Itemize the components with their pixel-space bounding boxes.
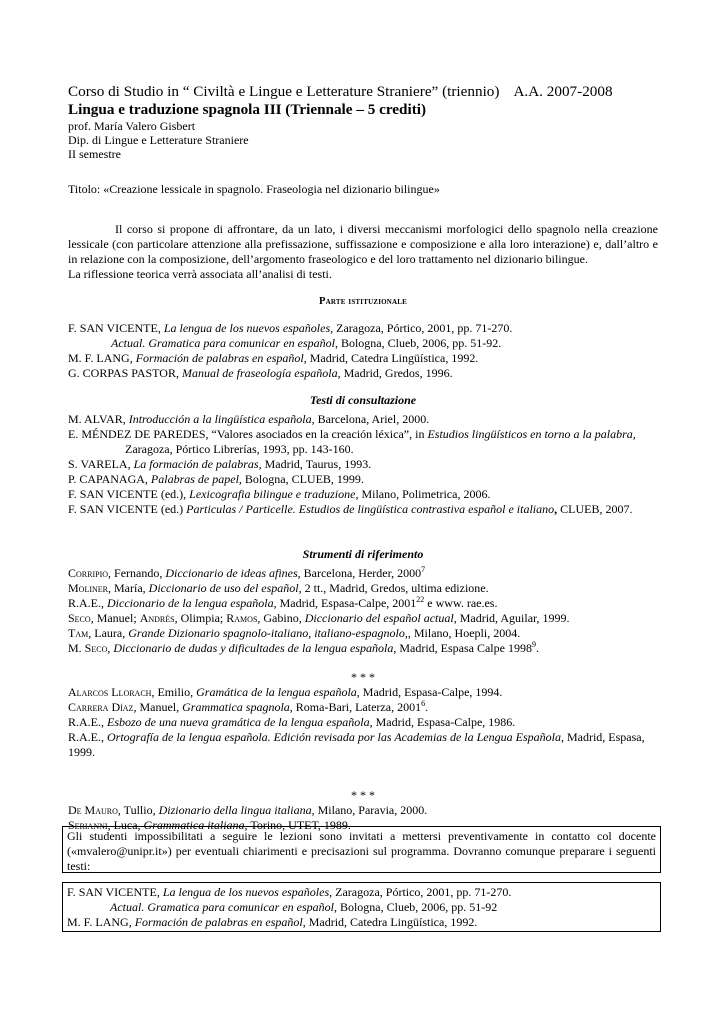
reference-item: Alarcos Llorach, Emilio, Gramática de la lengua española, Madrid, Espasa-Calpe, 1994. <box>68 685 503 699</box>
reference-item: Actual. Gramatica para comunicar en español, Bologna, Clueb, 2006, pp. 51-92 <box>110 900 498 914</box>
reference-item: F. SAN VICENTE, La lengua de los nuevos españoles, Zaragoza, Pórtico, 2001, pp. 71-270. <box>67 885 512 899</box>
course-line <box>68 83 658 101</box>
reference-item: M. F. LANG, Formación de palabras en español, Madrid, Catedra Lingüística, 1992. <box>68 351 479 365</box>
reference-item: Actual. Gramatica para comunicar en español, Bologna, Clueb, 2006, pp. 51-92. <box>111 336 502 350</box>
reference-item: Zaragoza, Pórtico Librerías, 1993, pp. 143-160. <box>125 442 354 456</box>
section-heading-parte: Parte istituzionale <box>318 296 408 307</box>
department: Dip. di Lingue e Letterature Straniere <box>68 133 249 147</box>
intro-paragraph: Il corso si propone di affrontare, da un lato, i diversi meccanismi morfologici dello spagnolo nella creazione lessicale (con particolare attenzione alla prefissazione, suffissazione e composizione e alla loro interazione) e, dall’altro e in relazione con la composizione, dell’argomento fraseologico e del loro trattamento nel dizionario bilingue. <box>68 222 658 266</box>
reference-item: M. F. LANG, Formación de palabras en español, Madrid, Catedra Lingüística, 1992. <box>67 915 478 929</box>
course-title: Lingua e traduzione spagnola III (Triennale – 5 crediti) <box>68 101 427 118</box>
reference-item: R.A.E., Ortografía de la lengua española. Edición revisada por las Academias de la Lengua Española, Madrid, Espasa, 1999. <box>68 730 645 759</box>
notice-text: Gli studenti impossibilitati a seguire le lezioni sono invitati a mettersi preventivamente in contatto col docente («mvalero@unipr.it») per eventuali chiarimenti e precisazioni sul programma. Dovranno comunque preparare i seguenti testi: <box>67 829 656 873</box>
reference-item: Seco, Manuel; Andrés, Olimpia; Ramos, Gabino, Diccionario del español actual, Madrid, Aguilar, 1999. <box>68 611 570 625</box>
course-topic: Titolo: «Creazione lessicale in spagnolo. Fraseologia nel dizionario bilingue» <box>68 182 440 196</box>
professor: prof. María Valero Gisbert <box>68 119 196 133</box>
reference-item: Serianni, Luca, Grammatica italiana, Torino, UTET, 1989. <box>68 818 351 832</box>
reference-item: R.A.E., Esbozo de una nueva gramática de la lengua española, Madrid, Espasa-Calpe, 1986. <box>68 715 516 729</box>
separator-stars: * * * <box>351 670 375 684</box>
testi-refs <box>68 412 658 517</box>
reference-item: De Mauro, Tullio, Dizionario della lingua italiana, Milano, Paravia, 2000. <box>68 803 428 817</box>
reference-item: M. ALVAR, Introducción a la lingüística española, Barcelona, Ariel, 2000. <box>68 412 430 426</box>
academic-year: A.A. 2007-2008 <box>513 83 613 100</box>
section-heading-strumenti: Strumenti di riferimento <box>302 547 424 561</box>
reference-item: Corripio, Fernando, Diccionario de ideas afines, Barcelona, Herder, 2000$^7$ <box>68 565 426 580</box>
reference-item: Tam, Laura, Grande Dizionario spagnolo-italiano, italiano-espagnolo,, Milano, Hoepli, 2004. <box>68 626 521 640</box>
reference-item: Carrera Díaz, Manuel, Grammatica spagnola, Roma-Bari, Laterza, 2001$^6$. <box>68 699 429 714</box>
reference-item: F. SAN VICENTE, La lengua de los nuevos españoles, Zaragoza, Pórtico, 2001, pp. 71-270. <box>68 321 513 335</box>
semester: II semestre <box>68 147 121 161</box>
document-page <box>68 83 658 833</box>
intro-paragraph-2: La riflessione teorica verrà associata all’analisi di testi. <box>68 267 332 281</box>
reference-item: G. CORPAS PASTOR, Manual de fraseología española, Madrid, Gredos, 1996. <box>68 366 453 380</box>
reference-item: Moliner, María, Diccionario de uso del español, 2 tt., Madrid, Gredos, ultima edizione. <box>68 581 489 595</box>
reference-item: E. MÉNDEZ DE PAREDES, “Valores asociados en la creación léxica”, in Estudios lingüísticos en torno a la palabra, <box>68 427 636 441</box>
section-heading-testi: Testi di consultazione <box>309 393 417 407</box>
course-name: Corso di Studio in “ Civiltà e Lingue e Letterature Straniere” (triennio) <box>68 83 500 100</box>
parte-refs <box>68 321 658 381</box>
reference-item: P. CAPANAGA, Palabras de papel, Bologna, CLUEB, 1999. <box>68 472 364 486</box>
notice-box <box>62 826 661 873</box>
reference-item: M. Seco, Diccionario de dudas y dificultades de la lengua española, Madrid, Espasa Calpe 1998$^9$. <box>68 640 539 655</box>
reference-item: S. VARELA, La formación de palabras, Madrid, Taurus, 1993. <box>68 457 372 471</box>
reference-item: R.A.E., Diccionario de la lengua española, Madrid, Espasa-Calpe, 2001$^{22}$ e www. rae.es. <box>68 595 498 610</box>
reference-item: F. SAN VICENTE (ed.) Particulas / Particelle. Estudios de lingüística contrastiva español e italiano, CLUEB, 2007. <box>68 502 633 516</box>
reference-item: F. SAN VICENTE (ed.), Lexicografia bilingue e traduzione, Milano, Polimetrica, 2006. <box>68 487 491 501</box>
required-texts-box <box>62 882 661 932</box>
separator-stars: * * * <box>351 788 375 802</box>
strumenti-refs <box>68 566 658 833</box>
